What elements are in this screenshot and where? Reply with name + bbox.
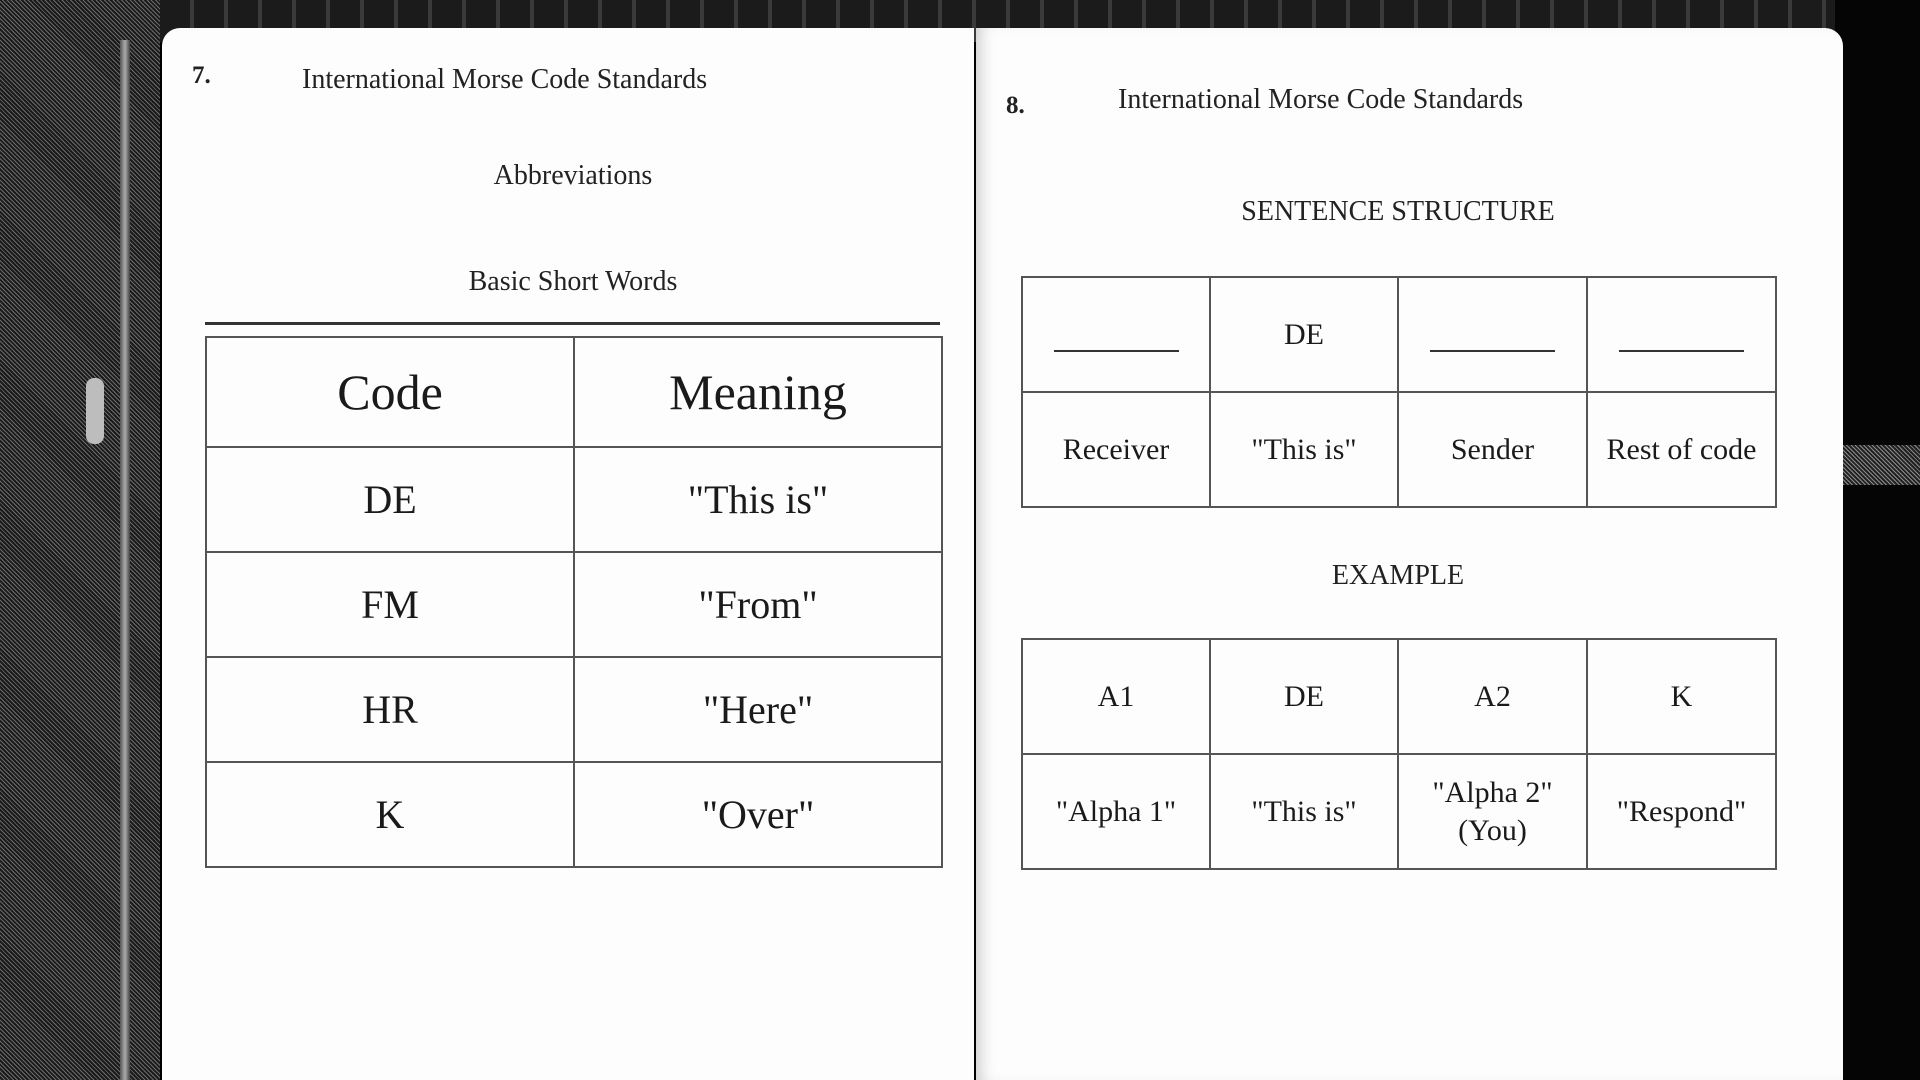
right-page	[976, 28, 1843, 1080]
structure-cell: "This is"	[1210, 392, 1398, 507]
example-meaning-row	[1022, 754, 1776, 869]
right-page-title: International Morse Code Standards	[1118, 84, 1524, 115]
header-code: Code	[206, 337, 574, 447]
example-cell: "Alpha 1"	[1022, 754, 1210, 869]
structure-cell	[1398, 277, 1587, 392]
table-row	[206, 657, 942, 762]
structure-cell: DE	[1210, 277, 1398, 392]
table-row	[206, 762, 942, 867]
code-cell: HR	[206, 657, 574, 762]
subsection-heading: Basic Short Words	[468, 266, 678, 297]
example-cell: DE	[1210, 639, 1398, 754]
structure-code-row	[1022, 277, 1776, 392]
sentence-structure-heading: SENTENCE STRUCTURE	[1241, 196, 1555, 227]
structure-cell: Rest of code	[1587, 392, 1776, 507]
right-page-number: 8.	[1006, 92, 1025, 119]
book-left-edge	[0, 0, 160, 1080]
example-cell: A2	[1398, 639, 1587, 754]
structure-cell: Receiver	[1022, 392, 1210, 507]
page-edge-bar	[120, 40, 130, 1080]
example-cell: A1	[1022, 639, 1210, 754]
code-cell: K	[206, 762, 574, 867]
blank-rest-line	[1619, 350, 1744, 352]
sentence-structure-table	[1021, 276, 1777, 508]
example-cell: "Alpha 2" (You)	[1398, 754, 1587, 869]
meaning-cell: "Here"	[574, 657, 942, 762]
meaning-cell: "This is"	[574, 447, 942, 552]
section-heading: Abbreviations	[493, 160, 653, 191]
blank-sender-line	[1430, 350, 1555, 352]
example-heading: EXAMPLE	[1331, 560, 1465, 591]
code-cell: DE	[206, 447, 574, 552]
right-edge-strip	[1835, 445, 1920, 485]
short-words-table	[205, 336, 943, 868]
meaning-cell: "Over"	[574, 762, 942, 867]
left-page-title: International Morse Code Standards	[302, 64, 708, 95]
table-row	[206, 447, 942, 552]
example-cell: "Respond"	[1587, 754, 1776, 869]
structure-cell	[1022, 277, 1210, 392]
book-right-edge	[1835, 0, 1920, 1080]
table-header-row	[206, 337, 942, 447]
example-table	[1021, 638, 1777, 870]
page-tab	[86, 378, 104, 444]
table-row	[206, 552, 942, 657]
blank-receiver-line	[1054, 350, 1179, 352]
example-cell: "This is"	[1210, 754, 1398, 869]
code-cell: FM	[206, 552, 574, 657]
heading-rule	[205, 322, 940, 325]
structure-cell: Sender	[1398, 392, 1587, 507]
structure-meaning-row	[1022, 392, 1776, 507]
meaning-cell: "From"	[574, 552, 942, 657]
structure-cell	[1587, 277, 1776, 392]
example-cell: K	[1587, 639, 1776, 754]
example-code-row	[1022, 639, 1776, 754]
header-meaning: Meaning	[574, 337, 942, 447]
left-page-number: 7.	[192, 62, 211, 89]
